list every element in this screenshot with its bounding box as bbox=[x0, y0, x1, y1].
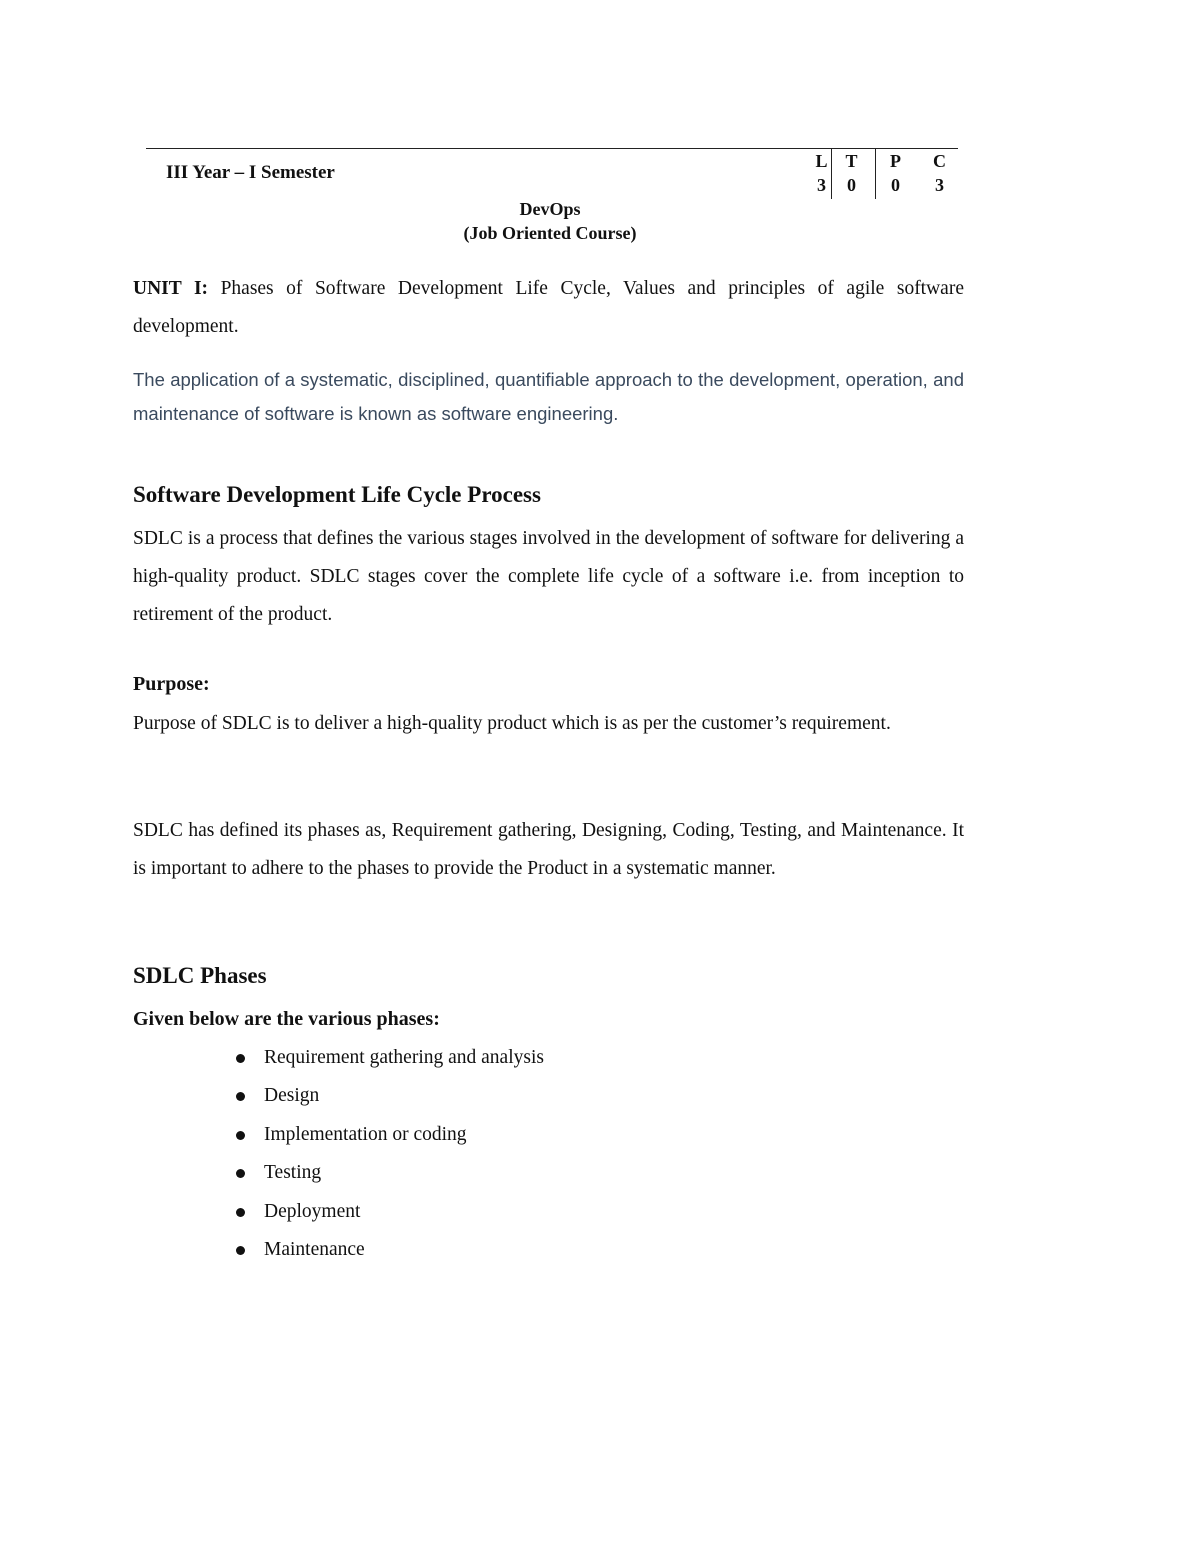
list-item-text: Testing bbox=[264, 1162, 322, 1184]
purpose-paragraph: Purpose of SDLC is to deliver a high-quality product which is as per the customer’s requirement. bbox=[133, 713, 891, 734]
list-item-text: Maintenance bbox=[264, 1239, 365, 1261]
ltpc-value: 0 bbox=[847, 175, 856, 195]
ltpc-label: L bbox=[815, 151, 828, 171]
ltpc-value: 0 bbox=[891, 175, 900, 195]
ltpc-label: C bbox=[933, 151, 946, 171]
list-item-text: Deployment bbox=[264, 1200, 361, 1222]
list-item-text: Requirement gathering and analysis bbox=[264, 1047, 544, 1068]
list-item bbox=[230, 1116, 544, 1154]
bullet-icon bbox=[236, 1208, 245, 1217]
list-item bbox=[230, 1193, 544, 1231]
bullet-icon bbox=[236, 1131, 245, 1140]
phases-summary-paragraph: SDLC has defined its phases as, Requirement gathering, Designing, Coding, Testing, and Maintenance. It is important to adhere to the phases to provide the Product in a systematic manner. bbox=[133, 820, 964, 879]
course-subtitle: (Job Oriented Course) bbox=[463, 223, 637, 243]
sdlc-phases-heading: SDLC Phases bbox=[133, 963, 267, 988]
list-item bbox=[230, 1039, 544, 1077]
ltpc-value: 3 bbox=[935, 175, 944, 195]
list-item bbox=[230, 1077, 544, 1115]
sdlc-process-heading: Software Development Life Cycle Process bbox=[133, 482, 541, 507]
bullet-icon bbox=[236, 1092, 245, 1101]
unit-paragraph bbox=[133, 270, 964, 346]
bullet-icon bbox=[236, 1246, 245, 1255]
bullet-icon bbox=[236, 1054, 245, 1063]
ltpc-value: 3 bbox=[817, 175, 826, 195]
unit-text: Phases of Software Development Life Cycle, Values and principles of agile software development. bbox=[133, 278, 964, 337]
list-item-text: Design bbox=[264, 1085, 320, 1107]
ltpc-col-c bbox=[920, 149, 959, 199]
ltpc-col-p bbox=[875, 149, 915, 199]
ltpc-label: P bbox=[890, 151, 901, 171]
ltpc-table bbox=[802, 149, 958, 199]
list-item bbox=[230, 1154, 544, 1192]
semester-label: III Year – I Semester bbox=[166, 162, 335, 183]
ltpc-col-t bbox=[831, 149, 871, 199]
ltpc-label: T bbox=[845, 151, 858, 171]
phases-intro: Given below are the various phases: bbox=[133, 1008, 440, 1030]
list-item-text: Implementation or coding bbox=[264, 1123, 467, 1145]
list-item bbox=[230, 1231, 544, 1269]
unit-label: UNIT I: bbox=[133, 278, 209, 299]
bullet-icon bbox=[236, 1169, 245, 1178]
course-title: DevOps bbox=[519, 199, 581, 219]
sdlc-process-paragraph: SDLC is a process that defines the various stages involved in the development of software for delivering a high-quality product. SDLC stages cover the complete life cycle of a software i.e. from inception to retirement of the product. bbox=[133, 528, 964, 625]
definition-paragraph: The application of a systematic, disciplined, quantifiable approach to the development, operation, and maintenance of software is known as software engineering. bbox=[133, 369, 964, 424]
phases-list bbox=[230, 1039, 544, 1269]
purpose-heading: Purpose: bbox=[133, 673, 210, 695]
